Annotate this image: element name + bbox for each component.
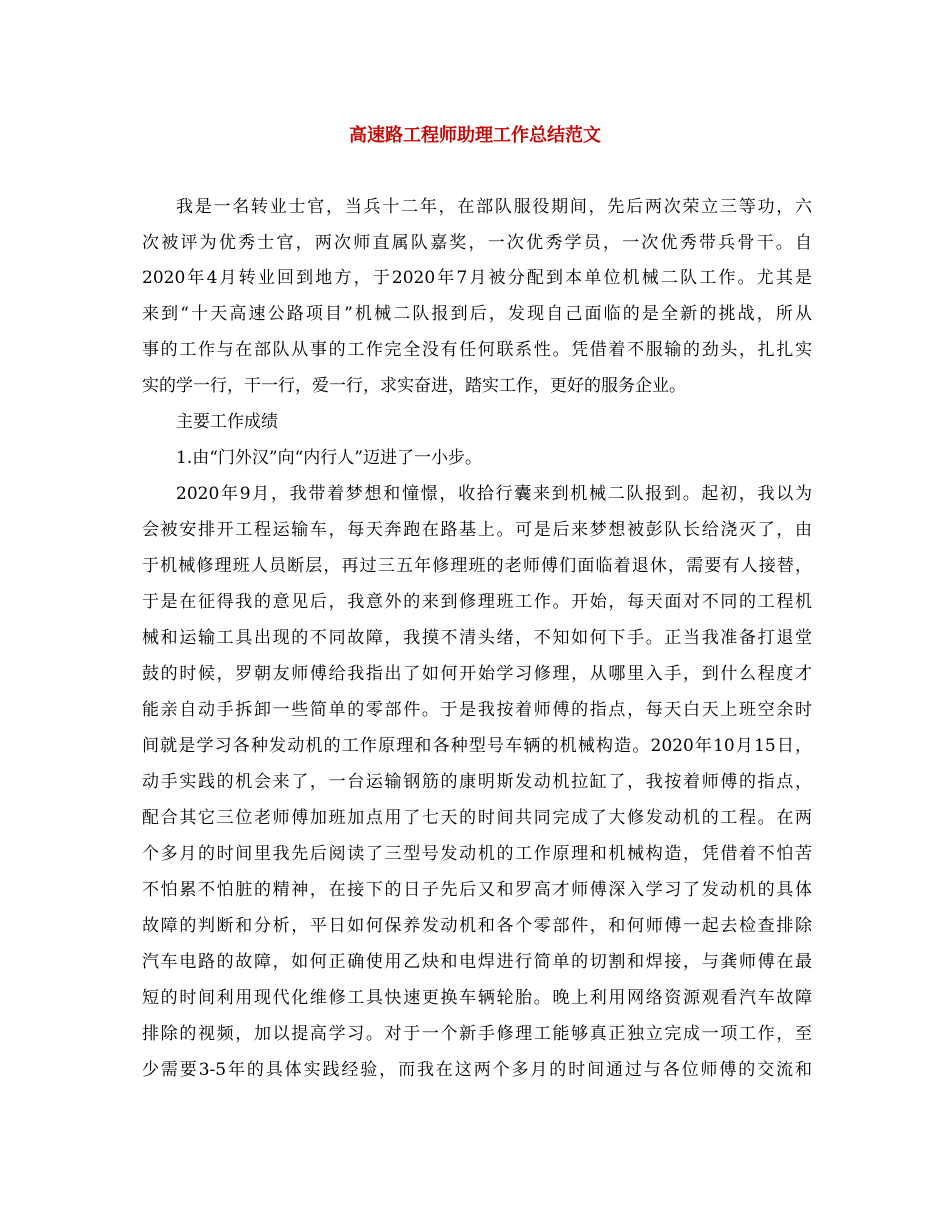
section-heading: 主要工作成绩 <box>176 412 278 432</box>
paragraph-line: 于是在征得我的意见后，我意外的来到修理班工作。开始，每天面对不同的工程机 <box>142 592 812 612</box>
paragraph-line: 故障的判断和分析，平日如何保养发动机和各个零部件，和何师傅一起去检查排除 <box>142 916 812 936</box>
paragraph-line: 排除的视频，加以提高学习。对于一个新手修理工能够真正独立完成一项工作，至 <box>142 1024 812 1044</box>
paragraph-line: 我是一名转业士官，当兵十二年，在部队服役期间，先后两次荣立三等功，六 <box>176 197 812 217</box>
paragraph-line: 会被安排开工程运输车，每天奔跑在路基上。可是后来梦想被彭队长给浇灭了，由 <box>142 520 812 540</box>
paragraph-line: 动手实践的机会来了，一台运输钢筋的康明斯发动机拉缸了，我按着师傅的指点， <box>142 772 812 792</box>
paragraph-line: 械和运输工具出现的不同故障，我摸不清头绪，不知如何下手。正当我准备打退堂 <box>142 628 812 648</box>
document-title: 高速路工程师助理工作总结范文 <box>349 125 601 146</box>
paragraph-line: 来到“十天高速公路项目”机械二队报到后，发现自己面临的是全新的挑战，所从 <box>142 304 812 324</box>
paragraph-line: 间就是学习各种发动机的工作原理和各种型号车辆的机械构造。2020年10月15日， <box>142 736 812 756</box>
paragraph-line: 次被评为优秀士官，两次师直属队嘉奖，一次优秀学员，一次优秀带兵骨干。自 <box>142 233 812 253</box>
paragraph-line: 于机械修理班人员断层，再过三五年修理班的老师傅们面临着退休，需要有人接替， <box>142 556 812 576</box>
paragraph-line: 不怕累不怕脏的精神，在接下的日子先后又和罗高才师傅深入学习了发动机的具体 <box>142 880 812 900</box>
paragraph-line: 配合其它三位老师傅加班加点用了七天的时间共同完成了大修发动机的工程。在两 <box>142 808 812 828</box>
subheading: 1.由“门外汉”向“内行人”迈进了一小步。 <box>176 448 482 468</box>
paragraph-line: 汽车电路的故障，如何正确使用乙炔和电焊进行简单的切割和焊接，与龚师傅在最 <box>142 952 812 972</box>
paragraph-line: 少需要3-5年的具体实践经验，而我在这两个多月的时间通过与各位师傅的交流和 <box>142 1060 812 1080</box>
paragraph-line: 鼓的时候，罗朝友师傅给我指出了如何开始学习修理，从哪里入手，到什么程度才 <box>142 664 812 684</box>
paragraph-line: 2020年4月转业回到地方，于2020年7月被分配到本单位机械二队工作。尤其是 <box>142 268 812 288</box>
paragraph-line: 2020年9月，我带着梦想和憧憬，收拾行囊来到机械二队报到。起初，我以为 <box>176 484 812 504</box>
paragraph-line: 个多月的时间里我先后阅读了三型号发动机的工作原理和机械构造，凭借着不怕苦 <box>142 844 812 864</box>
paragraph-line: 事的工作与在部队从事的工作完全没有任何联系性。凭借着不服输的劲头，扎扎实 <box>142 340 812 360</box>
paragraph-line: 能亲自动手拆卸一些简单的零部件。于是我按着师傅的指点，每天白天上班空余时 <box>142 700 812 720</box>
paragraph-line: 短的时间利用现代化维修工具快速更换车辆轮胎。晚上利用网络资源观看汽车故障 <box>142 988 812 1008</box>
paragraph-line: 实的学一行，干一行，爱一行，求实奋进，踏实工作，更好的服务企业。 <box>142 376 686 396</box>
